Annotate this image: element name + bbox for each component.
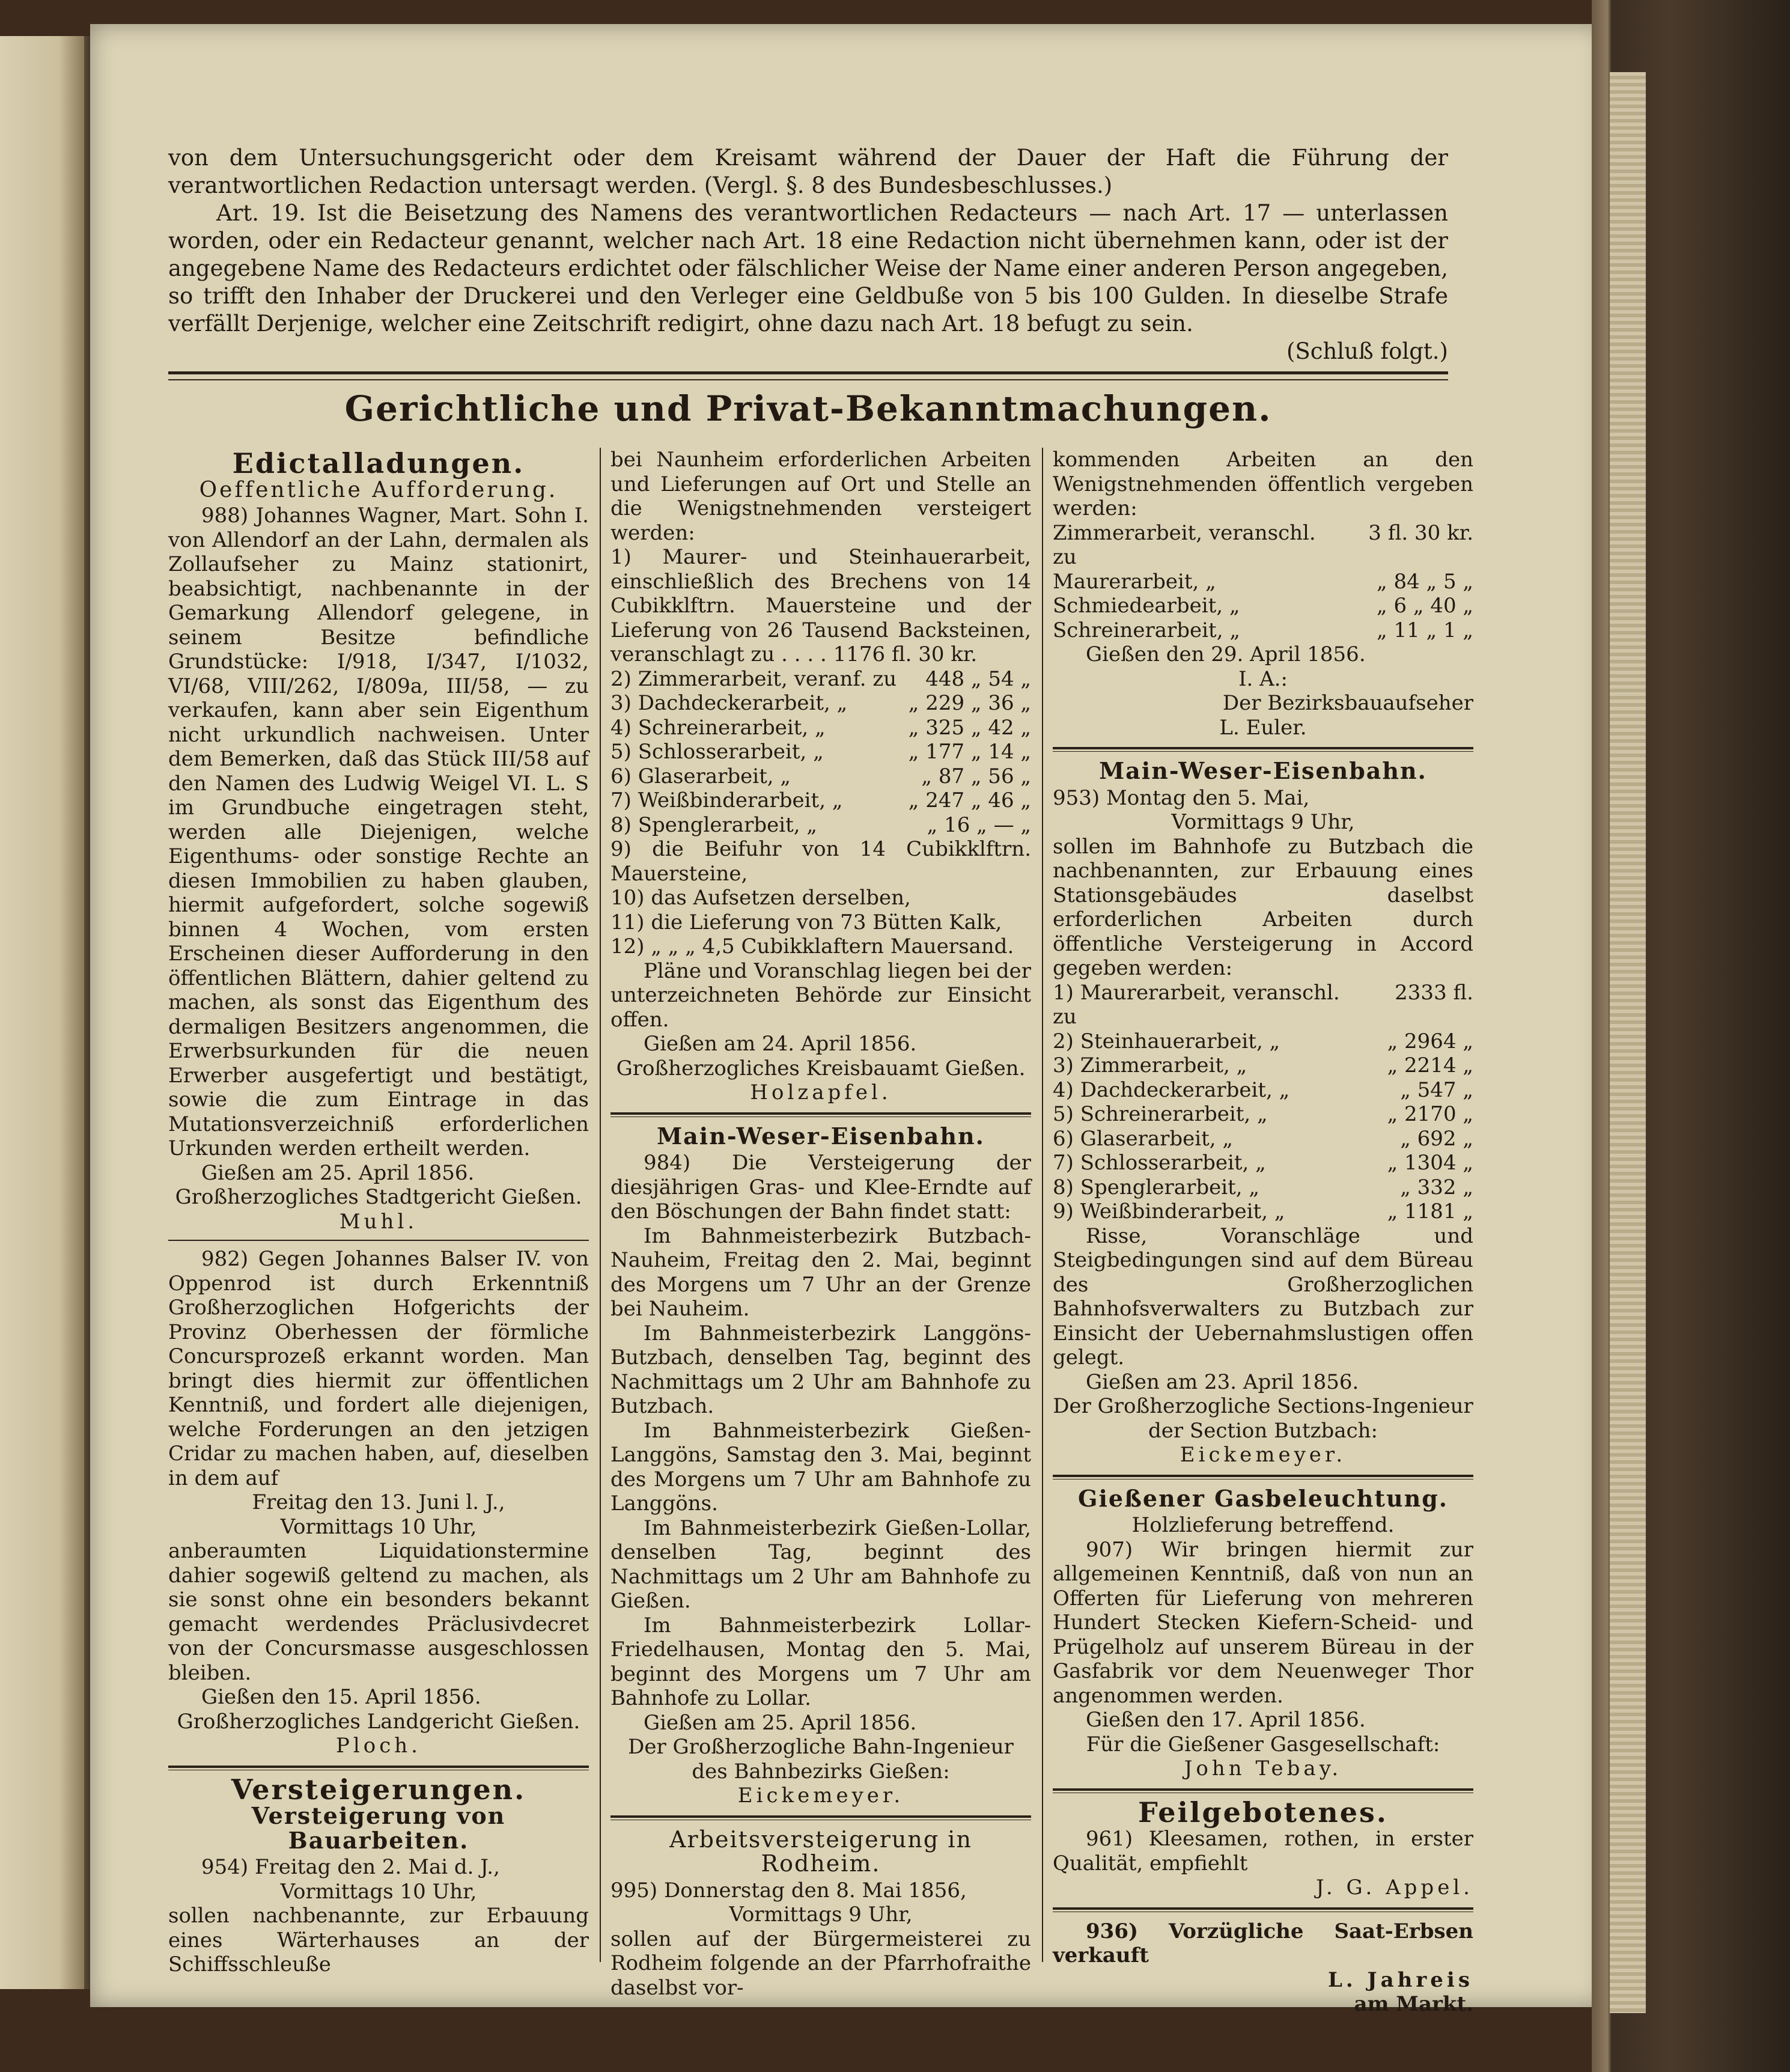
notice-953-date: 953) Montag den 5. Mai, [1053,785,1310,810]
notice-984-signature: Eickemeyer. [737,1784,904,1808]
col3-date: Gießen den 29. April 1856. [1086,642,1366,666]
col2-item-value: „ 87 „ 56 „ [921,764,1031,788]
divider-thick [168,1766,589,1770]
notice-984-p3: Im Bahnmeisterbezirk Gießen-Langgöns, Samstag den 3. Mai, beginnt des Morgens um 7 Uhr am Bahnhofe zu Langgöns. [610,1418,1031,1516]
notice-936-signature-1: L. Jahreis [1327,1967,1473,1992]
divider-thick [1053,1788,1473,1793]
divider [168,1240,589,1241]
col3-item2-value: „ 2964 „ [1387,1029,1473,1053]
col3-item-row [1053,521,1473,570]
heading-gasbeleuchtung: Gießener Gasbeleuchtung. [1078,1484,1448,1512]
notice-984: 984) Die Versteigerung der diesjährigen Gras- und Klee-Erndte auf den Böschungen der Bahn findet statt: [610,1151,1031,1223]
notice-995-text: sollen auf der Bürgermeisterei zu Rodheim folgende an der Pfarrhofraithe daselbst vor- [610,1927,1031,2000]
col2-item-row [610,764,1031,789]
col3-item2-value: „ 692 „ [1400,1126,1473,1151]
col3-item2-row [1053,1078,1473,1103]
column-3 [1053,448,1473,2017]
col2-item-1: 1) Maurer- und Steinhauerarbeit, einschließlich des Brechens von 14 Cubikklftrn. Mauersteine und der Lieferung von 26 Tausend Backsteinen, veranschlagt zu . . . . 1176 fl. 30 kr. [610,545,1031,666]
section-title: Gerichtliche und Privat-Bekanntmachungen. [344,388,1272,429]
heading-feilgebotenes: Feilgebotenes. [1138,1796,1388,1829]
notice-907: 907) Wir bringen hiermit zur allgemeinen Kenntniß, daß von nun an Offerten für Lieferung von mehreren Hundert Stecken Kiefern-Scheid- und Prügelholz auf unserem Büreau in der Gasfabrik vor dem Neuenweger Thor angenommen werden. [1053,1537,1473,1708]
col3-signature: L. Euler. [1219,715,1307,740]
continued-note: (Schluß folgt.) [1286,338,1448,364]
notice-907-date: Gießen den 17. April 1856. [1086,1708,1366,1732]
notice-982-date: Freitag den 13. Juni l. J., [252,1490,505,1514]
notice-954-text: sollen nachbenannte, zur Erbauung eines Wärterhauses an der Schiffsschleuße [168,1904,589,1976]
col3-item2-label: 2) Steinhauerarbeit, „ [1053,1029,1280,1053]
col3-item2-row [1053,1175,1473,1200]
col3-item-row [1053,618,1473,643]
heading-versteigerungen: Versteigerungen. [231,1773,526,1806]
col2-plans: Pläne und Voranschlag liegen bei der unterzeichneten Behörde zur Einsicht offen. [610,958,1031,1032]
col2-item-value: „ 325 „ 42 „ [908,715,1031,740]
notice-953-dateline: Gießen am 23. April 1856. [1086,1370,1359,1394]
intro-text [168,144,1448,365]
notice-982-rest: anberaumten Liquidationstermine dahier sogewiß geltend zu machen, als sie sonst ohne ein besonders bekannt gemacht werdendes Präclusivdecret von der Concursmasse ausgeschlossen bleiben. [168,1539,589,1685]
left-page-edge [0,36,84,1989]
notice-954-time: Vormittags 10 Uhr, [280,1879,477,1904]
notice-984-date: Gießen am 25. April 1856. [644,1710,917,1735]
notice-984-engineer: Der Großherzogliche Bahn-Ingenieur des Bahnbezirks Gießen: [628,1735,1014,1784]
col2-item-value: „ 16 „ — „ [927,812,1031,837]
notice-954-date: 954) Freitag den 2. Mai d. J., [201,1855,500,1879]
col2-item-value: 448 „ 54 „ [925,666,1031,691]
col3-item2-value: „ 547 „ [1400,1077,1473,1102]
col3-item2-label: 1) Maurerarbeit, veranschl. zu [1053,980,1340,1029]
notice-995-date: 995) Donnerstag den 8. Mai 1856, [610,1878,967,1903]
col2-signature: Holzapfel. [750,1080,892,1105]
col2-item-label: 6) Glaserarbeit, „ [610,764,791,788]
col3-item2-row [1053,981,1473,1029]
col3-item2-label: 6) Glaserarbeit, „ [1053,1126,1234,1151]
col2-office: Großherzogliches Kreisbauamt Gießen. [616,1056,1026,1080]
notice-953-text: sollen im Bahnhofe zu Butzbach die nachbenannten, zur Erbauung eines Stationsgebäudes daselbst erforderlichen Arbeiten durch öffentliche Versteigerung in Accord gegeben werden: [1053,834,1473,980]
col2-item-label: 7) Weißbinderarbeit, „ [610,788,843,812]
col3-item2-value: „ 332 „ [1400,1175,1473,1199]
col3-item-row [1053,594,1473,618]
col3-item2-label: 9) Weißbinderarbeit, „ [1053,1199,1285,1223]
top-double-rule [168,371,1448,380]
col2-item-row [610,667,1031,692]
col3-item2-label: 3) Zimmerarbeit, „ [1053,1053,1247,1077]
divider-thick [1053,1475,1473,1479]
notice-953-risse: Risse, Voranschläge und Steigbedingungen sind auf dem Büreau des Großherzoglichen Bahnhofsverwalters zu Butzbach zur Einsicht der Uebernahmslustigen offen gelegt. [1053,1223,1473,1370]
notice-988-date: Gießen am 25. April 1856. [201,1160,475,1185]
col2-item-value: „ 247 „ 46 „ [908,788,1031,812]
subheading-bauarbeiten: Versteigerung von Bauarbeiten. [251,1802,506,1854]
col3-item-row [1053,570,1473,594]
col3-item2-value: „ 2214 „ [1387,1053,1473,1077]
notice-953-time: Vormittags 9 Uhr, [1171,810,1355,834]
col2-item-row [610,691,1031,716]
column-1 [168,448,589,1977]
notice-984-p5: Im Bahnmeisterbezirk Lollar-Friedelhausen, Montag den 5. Mai, beginnt des Morgens um 7 Uhr am Bahnhofe zu Lollar. [610,1613,1031,1710]
col3-item2-value: „ 1181 „ [1387,1199,1473,1223]
intro-paragraph-art19: Art. 19. Ist die Beisetzung des Namens des verantwortlichen Redacteurs — nach Art. 17 — unterlassen worden, oder ein Redacteur genannt, welcher nach Art. 18 eine Redaction nicht übernehmen kann, oder ist der angegebene Name des Redacteurs erdichtet oder fälschlicher Weise der Name einer anderen Person angegeben, so trifft den Inhaber der Druckerei und den Verleger eine Geldbuße von 5 bis 100 Gulden. In dieselbe Strafe verfällt Derjenige, welcher eine Zeitschrift redigirt, ohne dazu nach Art. 18 befugt zu sein. [168,200,1448,337]
notice-953-engineer: Der Großherzogliche Sections-Ingenieur der Section Butzbach: [1053,1394,1473,1443]
col3-item-label: Schmiedearbeit, „ [1053,594,1240,618]
notice-988-signature: Muhl. [339,1209,418,1234]
col2-item-row [610,788,1031,813]
col2-item-row [610,813,1031,838]
col3-item-label: Zimmerarbeit, veranschl. zu [1053,520,1316,569]
col2-item-value: „ 229 „ 36 „ [908,691,1031,715]
col3-item-label: Maurerarbeit, „ [1053,569,1216,594]
notice-982: 982) Gegen Johannes Balser IV. von Oppenrod ist durch Erkenntniß Großherzoglichen Hofgerichts der Provinz Oberhessen der förmliche Concursprozeß erkannt worden. Man bringt dies hiermit zur öffentlichen Kenntniß, und fordert alle diejenigen, welche Forderungen an den jetzigen Cridar zu machen haben, auf, dieselben in dem auf [168,1247,589,1490]
notice-982-court: Großherzogliches Landgericht Gießen. [177,1709,580,1734]
col3-ia: I. A.: [1238,666,1288,691]
notice-936-signature-2: am Markt. [1354,1992,1473,2016]
notice-988: 988) Johannes Wagner, Mart. Sohn I. von Allendorf an der Lahn, dermalen als Zollaufseher zu Mainz stationirt, beabsichtigt, nachbenannte in der Gemarkung Allendorf gelegene, in seinem Besitze befindliche Grundstücke: I/918, I/347, I/1032, VI/68, VIII/262, I/809a, III/58, — zu verkaufen, kann aber sein Eigenthum nicht urkundlich nachweisen. Unter dem Bemerken, daß das Stück III/58 auf den Namen des Ludwig Weigel VI. L. S im Grundbuche eingetragen steht, werden alle Diejenigen, welche Eigenthums- oder sonstige Rechte an diesen Immobilien zu haben glauben, hiermit aufgefordert, solche sogewiß binnen 4 Wochen, vom ersten Erscheinen dieser Aufforderung in den öffentlichen Blättern, dahier geltend zu machen, als sonst das Eigenthum des dermaligen Besitzers angenommen, die Erwerbsurkunden für die neuen Erwerber ausgefertigt und bestätigt, sowie die zum Eintrage in das Mutationsverzeichniß erforderlichen Urkunden werden ertheilt werden. [168,504,589,1160]
notice-982-time: Vormittags 10 Uhr, [280,1514,477,1539]
col2-item-9: 9) die Beifuhr von 14 Cubikklftrn. Mauersteine, [610,837,1031,886]
col3-item-value: „ 11 „ 1 „ [1377,618,1473,642]
divider-thick [1053,747,1473,752]
col3-item2-label: 4) Dachdeckerarbeit, „ [1053,1077,1290,1102]
col3-item2-label: 7) Schlosserarbeit, „ [1053,1151,1266,1175]
col2-item-11: 11) die Lieferung von 73 Bütten Kalk, [610,910,1002,934]
notice-961: 961) Kleesamen, rothen, in erster Qualität, empfiehlt [1053,1827,1473,1875]
col3-item2-label: 5) Schreinerarbeit, „ [1053,1102,1268,1126]
col3-item2-value: „ 1304 „ [1387,1151,1473,1175]
col3-item-value: „ 84 „ 5 „ [1377,569,1473,594]
col2-item-value: „ 177 „ 14 „ [908,740,1031,764]
col3-item2-row [1053,1151,1473,1175]
col2-item-12: 12) „ „ „ 4,5 Cubikklaftern Mauersand. [610,934,1014,958]
notice-907-company: Für die Gießener Gasgesellschaft: [1086,1732,1440,1757]
col2-item-row [610,716,1031,740]
notice-984-p1: Im Bahnmeisterbezirk Butzbach-Nauheim, Freitag den 2. Mai, beginnt des Morgens um 7 Uhr an der Grenze bei Nauheim. [610,1223,1031,1321]
heading-edictalladungen: Edictalladungen. [232,447,525,480]
col2-date: Gießen am 24. April 1856. [644,1032,917,1056]
col2-item-label: 8) Spenglerarbeit, „ [610,812,817,837]
col3-item-label: Schreinerarbeit, „ [1053,618,1240,642]
col3-item-value: 3 fl. 30 kr. [1368,520,1473,545]
col3-intro: kommenden Arbeiten an den Wenigstnehmenden öffentlich vergeben werden: [1053,448,1473,520]
col3-item2-label: 8) Spenglerarbeit, „ [1053,1175,1259,1199]
book-binding-edge [1592,0,1790,2072]
col3-item-list [1053,521,1473,643]
col2-intro: bei Naunheim erforderlichen Arbeiten und Lieferungen auf Ort und Stelle an die Wenigstnehmenden versteigert werden: [610,448,1031,545]
column-2 [610,448,1031,2000]
subheading-holzlieferung: Holzlieferung betreffend. [1131,1513,1395,1537]
col2-item-label: 5) Schlosserarbeit, „ [610,740,824,764]
notice-988-court: Großherzogliches Stadtgericht Gießen. [175,1185,582,1209]
divider-thick [610,1815,1031,1820]
intro-paragraph-1: von dem Untersuchungsgericht oder dem Kreisamt während der Dauer der Haft die Führung der verantwortlichen Redaction untersagt werden. (Vergl. §. 8 des Bundesbeschlusses.) [168,145,1448,198]
divider-thick [610,1112,1031,1117]
col2-item-list [610,667,1031,838]
divider-thick [1053,1907,1473,1912]
heading-rodheim: Arbeitsversteigerung in Rodheim. [669,1826,972,1877]
notice-984-p2: Im Bahnmeisterbezirk Langgöns-Butzbach, denselben Tag, beginnt des Nachmittags um 2 Uhr am Bahnhofe zu Butzbach. [610,1321,1031,1418]
col2-item-10: 10) das Aufsetzen derselben, [610,886,911,910]
page-block-edge [1610,72,1646,2013]
heading-main-weser-2: Main-Weser-Eisenbahn. [1099,757,1427,784]
col3-item2-value: 2333 fl. [1395,980,1473,1005]
notice-953-signature: Eickemeyer. [1180,1443,1347,1467]
col3-item2-value: „ 2170 „ [1387,1102,1473,1126]
newspaper-page [90,24,1604,2016]
col3-item2-row [1053,1199,1473,1224]
notice-982-dateline: Gießen den 15. April 1856. [201,1685,481,1709]
notice-984-p4: Im Bahnmeisterbezirk Gießen-Lollar, denselben Tag, beginnt des Nachmittags um 2 Uhr am Bahnhofe zu Gießen. [610,1516,1031,1613]
notice-961-signature: J. G. Appel. [1315,1875,1473,1900]
column-rule-1 [600,448,601,1962]
col2-item-row [610,740,1031,764]
notice-995-time: Vormittags 9 Uhr, [729,1903,913,1927]
col2-item-label: 3) Dachdeckerarbeit, „ [610,691,848,715]
col3-item2-row [1053,1053,1473,1078]
col3-item2-row [1053,1029,1473,1054]
col3-item2-row [1053,1102,1473,1127]
col3-item2-row [1053,1127,1473,1151]
col2-item-label: 2) Zimmerarbeit, veranf. zu [610,666,897,691]
col2-item-label: 4) Schreinerarbeit, „ [610,715,826,740]
subheading-aufforderung: Oeffentliche Aufforderung. [199,477,558,502]
heading-main-weser-1: Main-Weser-Eisenbahn. [657,1122,985,1150]
notice-982-signature: Ploch. [336,1734,421,1758]
column-rule-2 [1042,448,1043,1962]
col3-office: Der Bezirksbauaufseher [1222,691,1473,715]
notice-936: 936) Vorzügliche Saat-Erbsen verkauft [1053,1919,1473,1967]
col3-item-list-2 [1053,981,1473,1224]
notice-907-signature: John Tebay. [1184,1757,1342,1781]
col3-item-value: „ 6 „ 40 „ [1377,594,1473,618]
